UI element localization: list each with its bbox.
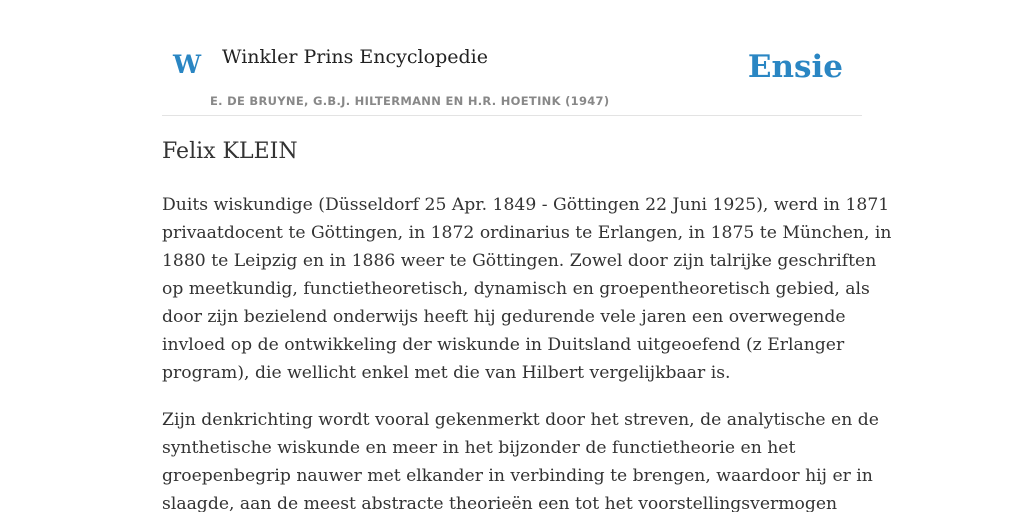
paragraph-line: groepenbegrip nauwer met elkander in verbinding te brengen, waardoor hij er in (162, 465, 873, 486)
paragraph-line: slaagde, aan de meest abstracte theorieën een tot het voorstellingsvermogen (162, 493, 838, 512)
paragraph-line: op meetkundig, functietheoretisch, dynamisch en groepentheoretisch gebied, als (162, 278, 870, 299)
paragraph-line: door zijn bezielend onderwijs heeft hij gedurende vele jaren een overwegende (162, 306, 846, 327)
paragraph-line: 1880 te Leipzig en in 1886 weer te Göttingen. Zowel door zijn talrijke geschriften (162, 250, 877, 271)
site-header (162, 40, 862, 116)
ensie-logo[interactable]: Ensie (747, 49, 843, 85)
encyclopedia-title[interactable]: Winkler Prins Encyclopedie (222, 46, 488, 68)
paragraph-line: privaatdocent te Göttingen, in 1872 ordinarius te Erlangen, in 1875 te München, in (162, 222, 892, 243)
winkler-prins-logo[interactable]: W (173, 50, 202, 79)
paragraph-line: invloed op de ontwikkeling der wiskunde in Duitsland uitgeoefend (z Erlanger (162, 334, 845, 355)
encyclopedia-authors: E. DE BRUYNE, G.B.J. HILTERMANN EN H.R. HOETINK (1947) (210, 94, 610, 108)
article-paragraph (162, 191, 892, 387)
paragraph-line: Duits wiskundige (Düsseldorf 25 Apr. 1849 - Göttingen 22 Juni 1925), werd in 1871 (162, 194, 890, 215)
paragraph-line: Zijn denkrichting wordt vooral gekenmerkt door het streven, de analytische en de (162, 409, 879, 430)
article-paragraph (162, 406, 879, 512)
article-title: Felix KLEIN (162, 139, 298, 164)
paragraph-line: program), die wellicht enkel met die van Hilbert vergelijkbaar is. (162, 362, 731, 383)
article (162, 138, 892, 512)
paragraph-line: synthetische wiskunde en meer in het bijzonder de functietheorie en het (162, 437, 796, 458)
